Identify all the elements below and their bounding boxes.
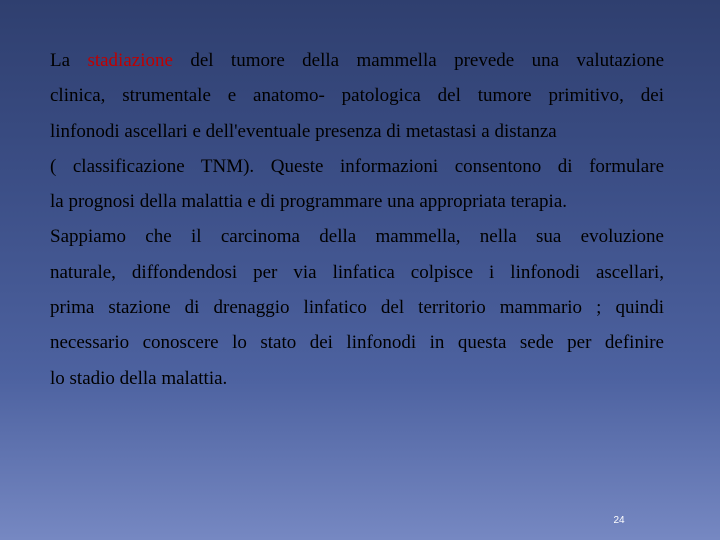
slide-body-text [50,44,664,397]
text-line-2: clinica, strumentale e anatomo- patologica del tumore primitivo, dei [50,85,664,107]
text-line-3: linfonodi ascellari e dell'eventuale presenza di metastasi a distanza [50,120,557,142]
text-line-1 [50,44,664,78]
text-suffix: del tumore della mammella prevede una valutazione [172,50,664,71]
page-number: 24 [613,515,625,526]
text-line-9: necessario conoscere lo stato dei linfonodi in questa sede per definire [50,332,664,354]
text-line-6: Sappiamo che il carcinoma della mammella, nella sua evoluzione [50,226,664,248]
text-prefix: La [50,50,88,71]
text-line-10: lo stadio della malattia. [50,367,228,389]
text-line-4: ( classificazione TNM). Queste informazioni consentono di formulare [50,155,664,177]
text-line-5: la prognosi della malattia e di programmare una appropriata terapia. [50,191,568,213]
highlighted-term: stadiazione [87,50,173,71]
text-line-8: prima stazione di drenaggio linfatico del territorio mammario ; quindi [50,297,664,319]
text-line-7: naturale, diffondendosi per via linfatica colpisce i linfonodi ascellari, [50,261,664,283]
